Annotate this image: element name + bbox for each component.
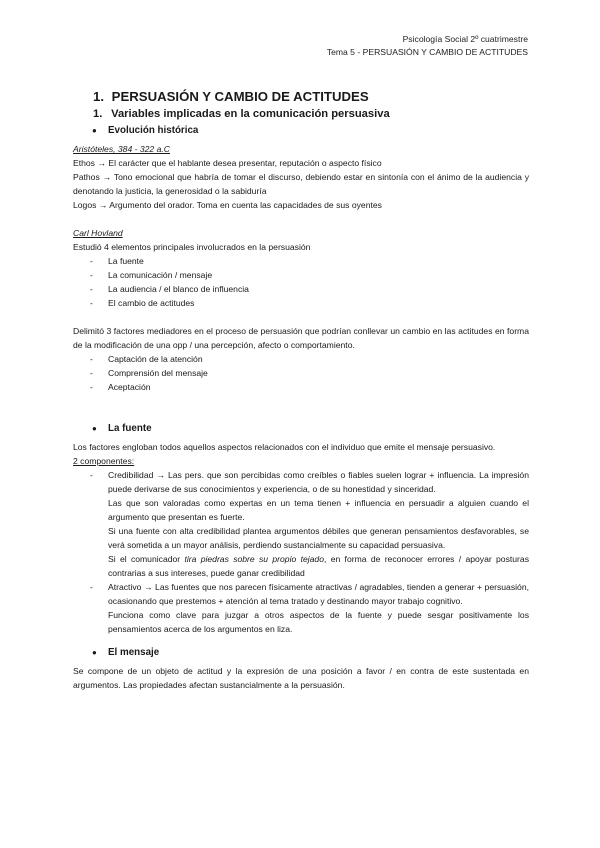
main-heading-text: PERSUASIÓN Y CAMBIO DE ACTITUDES <box>111 89 369 104</box>
list-item: - La comunicación / mensaje <box>90 270 213 280</box>
components-label: 2 componentes: <box>73 456 135 466</box>
mensaje-text: Se compone de un objeto de actitud y la expresión de una posición a favor / en contra de este sustentada en argumentos. Las propiedades afectan sustancialmente a la persuasión. <box>73 666 529 690</box>
main-heading-number: 1. <box>93 89 104 104</box>
section-fuente-heading <box>92 422 529 436</box>
header-course: Psicología Social 2º cuatrimestre <box>402 34 528 44</box>
components-list-2 <box>73 580 529 608</box>
main-heading <box>93 88 529 105</box>
hovland-elements-list <box>73 254 529 310</box>
bullet-icon: ● <box>92 424 97 433</box>
factors-intro: Delimitó 3 factores mediadores en el proceso de persuasión que podrían conllevar un cambio en las actitudes en forma de la modificación de una opp / una percepción, afecto o comportamiento. <box>73 326 529 350</box>
list-item-atractivo: - Atractivo → Las fuentes que nos parecen físicamente atractivas / agradables, tienden a generar + persuasión, ocasionando que prestemos + atención al tema tratado y destinando mayor trabajo cognitivo. <box>90 582 529 606</box>
credibilidad-paragraph: Las que son valoradas como expertas en un tema tienen + influencia en persuadir a alguien cuando el argumento que presentan es fuerte. <box>108 498 529 522</box>
atractivo-paragraph: Funciona como clave para juzgar a otros aspectos de la fuente y puede sesgar positivamente los pensamientos acerca de los argumentos en liza. <box>108 610 529 634</box>
subheading-text: Variables implicadas en la comunicación persuasiva <box>111 108 390 120</box>
logos-line: Logos → Argumento del orador. Toma en cuenta las capacidades de sus oyentes <box>73 200 382 210</box>
document-body <box>73 88 529 692</box>
list-item: - Captación de la atención <box>90 354 203 364</box>
credibilidad-paragraph: Si el comunicador tira piedras sobre su propio tejado, en forma de reconocer errores / apoyar posturas contrarias a sus intereses, puede ganar credibilidad <box>108 554 529 578</box>
list-item: - La fuente <box>90 256 144 266</box>
subheading <box>93 107 529 122</box>
section-evolucion-heading <box>92 124 529 138</box>
list-item: - Aceptación <box>90 382 151 392</box>
aristoteles-heading: Aristóteles, 384 - 322 a.C <box>73 144 170 154</box>
section-title: El mensaje <box>108 647 160 658</box>
header-topic: Tema 5 - PERSUASIÓN Y CAMBIO DE ACTITUDES <box>326 46 528 57</box>
components-list <box>73 468 529 496</box>
credibilidad-paragraph: Si una fuente con alta credibilidad plantea argumentos débiles que generan pensamientos desfavorables, se verá sometida a un mayor análisis, perdiendo sustancialmente su capacidad persuasiva. <box>108 526 529 550</box>
ethos-line: Ethos → El carácter que el hablante desea presentar, reputación o aspecto físico <box>73 158 382 168</box>
section-title: La fuente <box>108 423 152 434</box>
bullet-icon: ● <box>92 648 97 657</box>
hovland-heading: Carl Hovland <box>73 228 123 238</box>
hovland-intro: Estudió 4 elementos principales involucrados en la persuasión <box>73 242 311 252</box>
list-item-credibilidad: - Credibilidad → Las pers. que son percibidas como creíbles o fiables suelen lograr + influencia. La impresión puede derivarse de sus conocimientos y experiencia, o de su honestidad y sinceridad. <box>90 470 529 494</box>
section-mensaje-heading <box>92 646 529 660</box>
pathos-line: Pathos → Tono emocional que habría de tomar el discurso, debiendo estar en sintonía con el ánimo de la audiencia y denotando la justicia, la generosidad o la sabiduría <box>73 172 529 196</box>
subheading-number: 1. <box>93 108 103 120</box>
list-item: - La audiencia / el blanco de influencia <box>90 284 249 294</box>
section-title: Evolución histórica <box>108 125 199 136</box>
page-header <box>327 33 528 58</box>
bullet-icon: ● <box>92 126 97 135</box>
list-item: - El cambio de actitudes <box>90 298 195 308</box>
list-item: - Comprensión del mensaje <box>90 368 208 378</box>
fuente-intro: Los factores engloban todos aquellos aspectos relacionados con el individuo que emite el mensaje persuasivo. <box>73 442 496 452</box>
factors-list <box>73 352 529 394</box>
